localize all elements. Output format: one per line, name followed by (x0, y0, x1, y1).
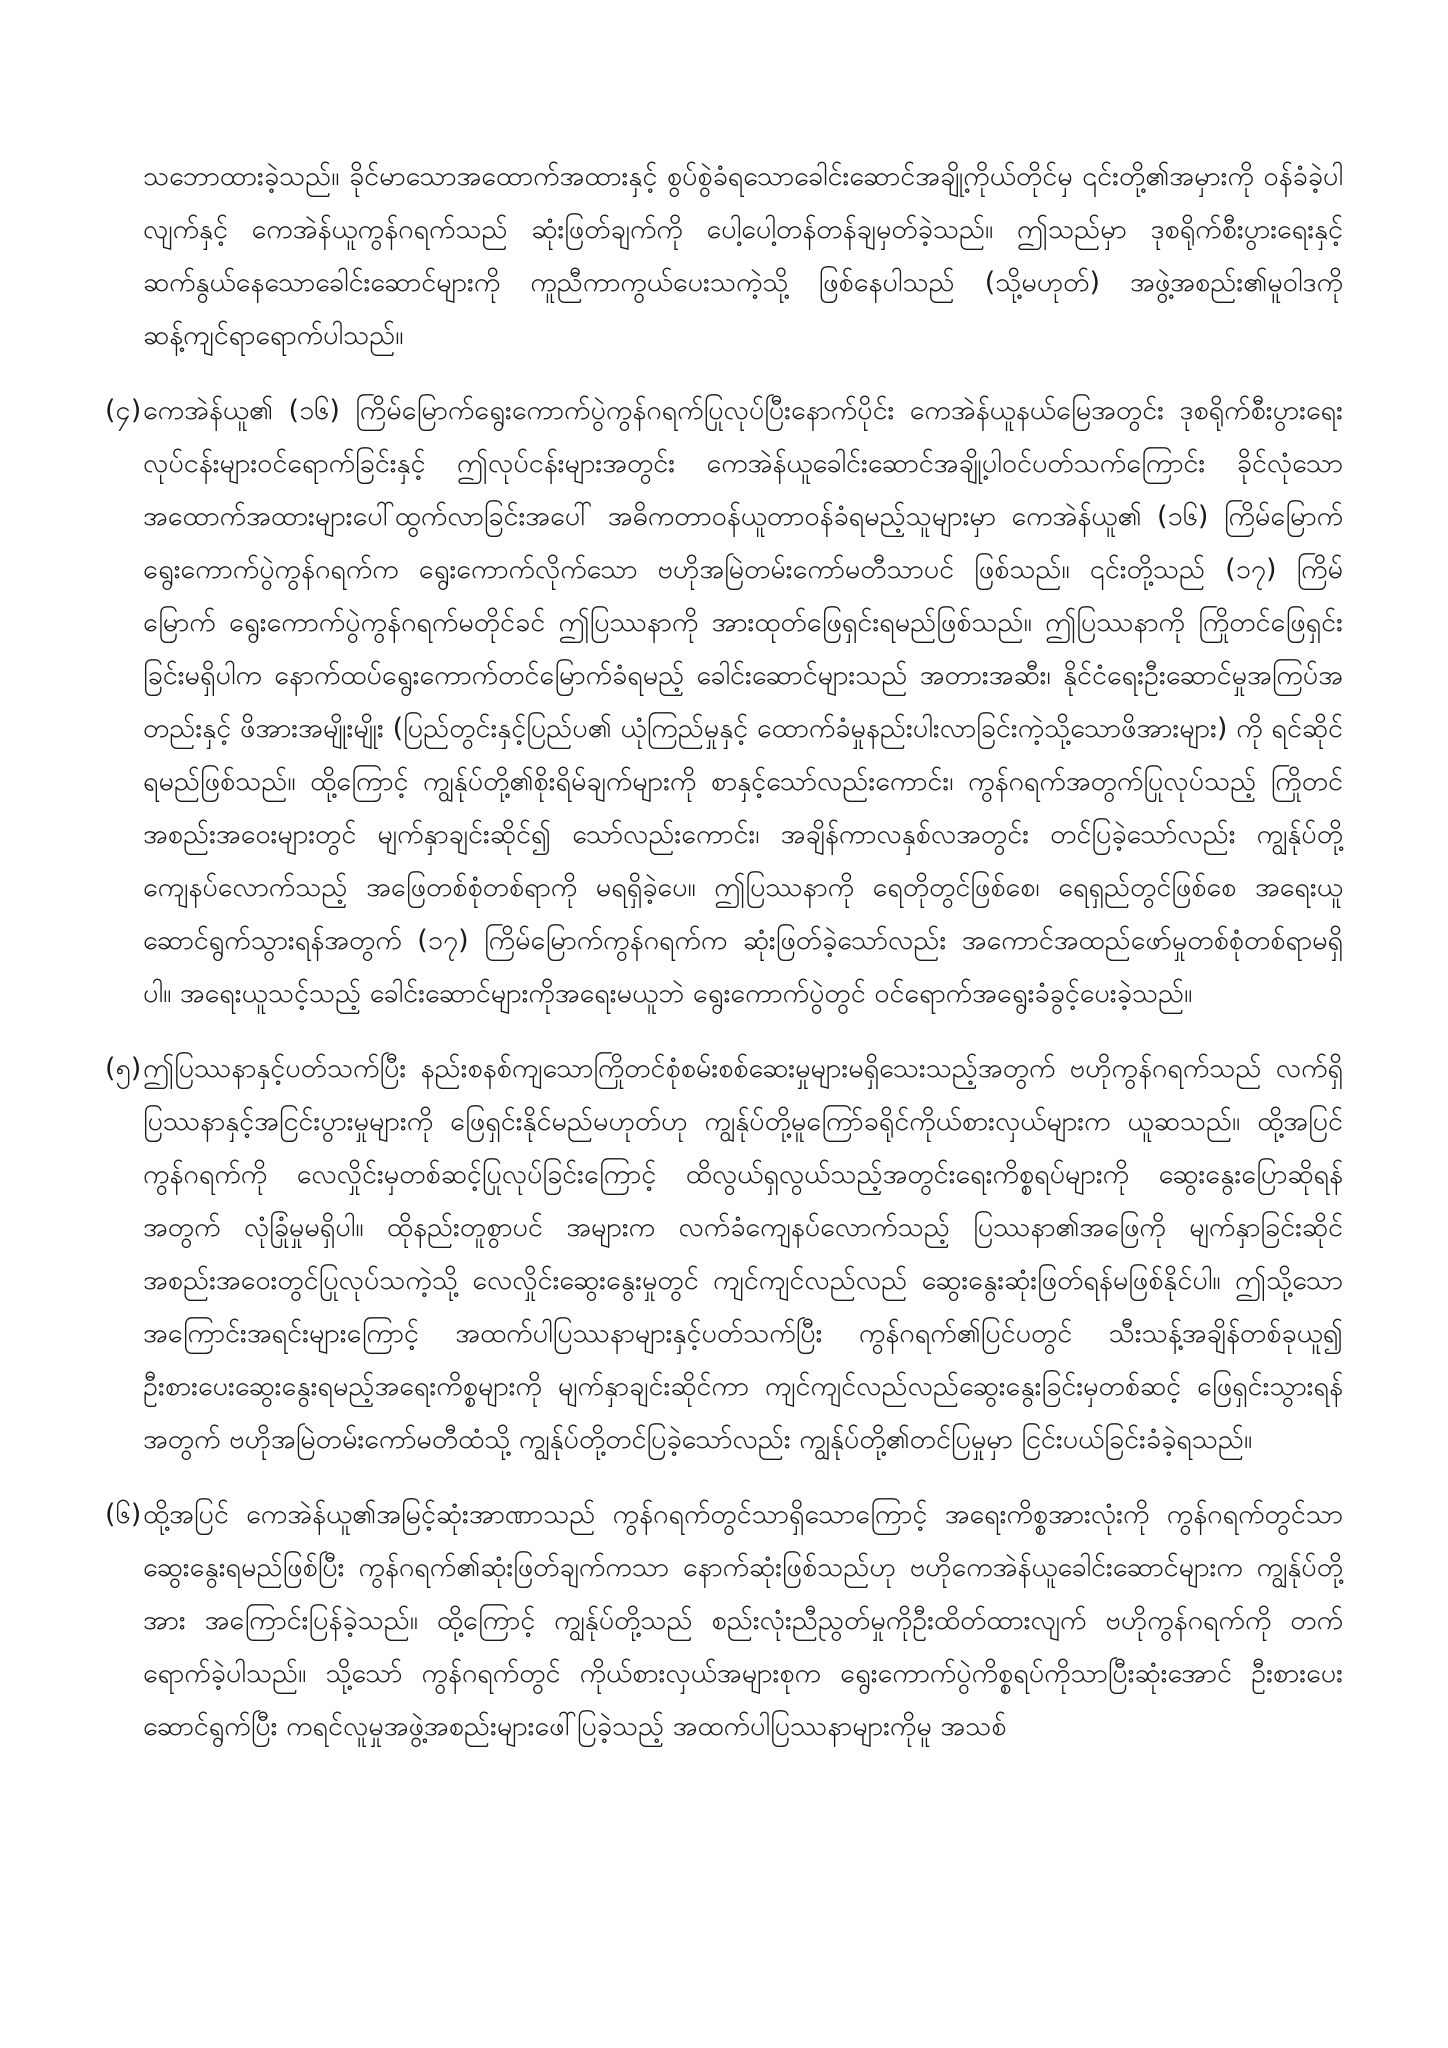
paragraph-text: ထို့အပြင် ကေအဲန်ယူ၏အမြင့်ဆုံးအာဏာသည် ကွန်ဂရက်တွင်သာရှိသောကြောင့် အရေးကိစ္စအားလုံးကို ကွန်ဂရက်တွင်သာဆွေးနွေးရမည်ဖြစ်ပြီး ကွန်ဂရက်၏ဆုံးဖြတ်ချက်ကသာ နောက်ဆုံးဖြစ်သည်ဟု ဗဟိုကေအဲန်ယူခေါင်းဆောင်များက ကျွန်ုပ်တို့အား အကြောင်းပြန်ခဲ့သည်။ ထို့ကြောင့် ကျွန်ုပ်တို့သည် စည်းလုံးညီညွတ်မှုကိုဦးထိတ်ထားလျက် ဗဟိုကွန်ဂရက်ကို တက်ရောက်ခဲ့ပါသည်။ သို့သော် ကွန်ဂရက်တွင် ကိုယ်စားလှယ်အများစုက ရွေးကောက်ပွဲကိစ္စရပ်ကိုသာပြီးဆုံးအောင် ဦးစားပေးဆောင်ရွက်ပြီး ကရင်လူမှုအဖွဲ့အစည်းများဖေါ်ပြခဲ့သည့် အထက်ပါပြဿနာများကိုမူ အသစ် (143, 1499, 1343, 1742)
paragraph-number: (၅) (105, 1053, 142, 1084)
paragraph-continuation (105, 150, 1343, 362)
paragraph-text: ကေအဲန်ယူ၏ (၁၆) ကြိမ်မြောက်ရွေးကောက်ပွဲကွန်ဂရက်ပြုလုပ်ပြီးနောက်ပိုင်း ကေအဲန်ယူနယ်မြေအတွင်း ဒုစရိုက်စီးပွားရေးလုပ်ငန်းများဝင်ရောက်ခြင်းနှင့် ဤလုပ်ငန်းများအတွင်း ကေအဲန်ယူခေါင်းဆောင်အချို့ပါဝင်ပတ်သက်ကြောင်း ခိုင်လုံသောအထောက်အထားများပေါ်ထွက်လာခြင်းအပေါ် အဓိကတာဝန်ယူတာဝန်ခံရမည့်သူများမှာ ကေအဲန်ယူ၏ (၁၆) ကြိမ်မြောက်ရွေးကောက်ပွဲကွန်ဂရက်က ရွေးကောက်လိုက်သော ဗဟိုအမြဲတမ်းကော်မတီသာပင် ဖြစ်သည်။ ၎င်းတို့သည် (၁၇) ကြိမ်မြောက် ရွေးကောက်ပွဲကွန်ဂရက်မတိုင်ခင် ဤပြဿနာကို အားထုတ်ဖြေရှင်းရမည်ဖြစ်သည်။ ဤပြဿနာကို ကြိုတင်ဖြေရှင်းခြင်းမရှိပါက နောက်ထပ်ရွေးကောက်တင်မြောက်ခံရမည့် ခေါင်းဆောင်များသည် အတားအဆီး၊ နိုင်ငံရေးဦးဆောင်မှုအကြပ်အတည်းနှင့် ဖိအားအမျိုးမျိုး (ပြည်တွင်းနှင့်ပြည်ပ၏ ယုံကြည်မှုနှင့် ထောက်ခံမှုနည်းပါးလာခြင်းကဲ့သို့သောဖိအားများ) ကို ရင်ဆိုင်ရမည်ဖြစ်သည်။ ထို့ကြောင့် ကျွန်ုပ်တို့၏စိုးရိမ်ချက်များကို စာနှင့်သော်လည်းကောင်း၊ ကွန်ဂရက်အတွက်ပြုလုပ်သည့် ကြိုတင်အစည်းအဝေးများတွင် မျက်နှာချင်းဆိုင်၍ သော်လည်းကောင်း၊ အချိန်ကာလနှစ်လအတွင်း တင်ပြခဲ့သော်လည်း ကျွန်ုပ်တို့ကျေနပ်လောက်သည့် အဖြေတစ်စုံတစ်ရာကို မရရှိခဲ့ပေ။ ဤပြဿနာကို ရေတိုတွင်ဖြစ်စေ၊ ရေရှည်တွင်ဖြစ်စေ အရေးယူဆောင်ရွက်သွားရန်အတွက် (၁၇) ကြိမ်မြောက်ကွန်ဂရက်က ဆုံးဖြတ်ခဲ့သော်လည်း အကောင်အထည်ဖော်မှုတစ်စုံတစ်ရာမရှိပါ။ အရေးယူသင့်သည့် ခေါင်းဆောင်များကိုအရေးမယူဘဲ ရွေးကောက်ပွဲတွင် ဝင်ရောက်အရွေးခံခွင့်ပေးခဲ့သည်။ (143, 395, 1343, 1009)
paragraph-6 (105, 1488, 1343, 1753)
paragraph-number: (၄) (105, 395, 142, 426)
paragraph-5 (105, 1042, 1343, 1466)
paragraph-4 (105, 384, 1343, 1020)
paragraph-number: (၆) (105, 1499, 142, 1530)
paragraph-text: သဘောထားခဲ့သည်။ ခိုင်မာသောအထောက်အထားနှင့် စွပ်စွဲခံရသောခေါင်းဆောင်အချို့ကိုယ်တိုင်မှ ၎င်းတို့၏အမှားကို ဝန်ခံခဲ့ပါလျက်နှင့် ကေအဲန်ယူကွန်ဂရက်သည် ဆုံးဖြတ်ချက်ကို ပေါ့ပေါ့တန်တန်ချမှတ်ခဲ့သည်။ ဤသည်မှာ ဒုစရိုက်စီးပွားရေးနှင့်ဆက်နွယ်နေသောခေါင်းဆောင်များကို ကူညီကာကွယ်ပေးသကဲ့သို့ ဖြစ်နေပါသည် (သို့မဟုတ်) အဖွဲ့အစည်း၏မူဝါဒကို ဆန့်ကျင်ရာရောက်ပါသည်။ (143, 161, 1343, 351)
paragraph-text: ဤပြဿနာနှင့်ပတ်သက်ပြီး နည်းစနစ်ကျသောကြိုတင်စုံစမ်းစစ်ဆေးမှုများမရှိသေးသည့်အတွက် ဗဟိုကွန်ဂရက်သည် လက်ရှိပြဿနာနှင့်အငြင်းပွားမှုများကို ဖြေရှင်းနိုင်မည်မဟုတ်ဟု ကျွန်ုပ်တို့မူကြော်ခရိုင်ကိုယ်စားလှယ်များက ယူဆသည်။ ထို့အပြင် ကွန်ဂရက်ကို လေလှိုင်းမှတစ်ဆင့်ပြုလုပ်ခြင်းကြောင့် ထိလွယ်ရှလွယ်သည့်အတွင်းရေးကိစ္စရပ်များကို ဆွေးနွေးပြောဆိုရန်အတွက် လုံခြုံမှုမရှိပါ။ ထိုနည်းတူစွာပင် အများက လက်ခံကျေနပ်လောက်သည့် ပြဿနာ၏အဖြေကို မျက်နှာခြင်းဆိုင်အစည်းအဝေးတွင်ပြုလုပ်သကဲ့သို့ လေလှိုင်းဆွေးနွေးမှုတွင် ကျင်ကျင်လည်လည် ဆွေးနွေးဆုံးဖြတ်ရန်မဖြစ်နိုင်ပါ။ ဤသို့သောအကြောင်းအရင်းများကြောင့် အထက်ပါပြဿနာများနှင့်ပတ်သက်ပြီး ကွန်ဂရက်၏ပြင်ပတွင် သီးသန့်အချိန်တစ်ခုယူ၍ ဦးစားပေးဆွေးနွေးရမည့်အရေးကိစ္စများကို မျက်နှာချင်းဆိုင်ကာ ကျင်ကျင်လည်လည်ဆွေးနွေးခြင်းမှတစ်ဆင့် ဖြေရှင်းသွားရန်အတွက် ဗဟိုအမြဲတမ်းကော်မတီထံသို့ ကျွန်ုပ်တို့တင်ပြခဲ့သော်လည်း ကျွန်ုပ်တို့၏တင်ပြမှုမှာ ငြင်းပယ်ခြင်းခံခဲ့ရသည်။ (143, 1053, 1343, 1455)
